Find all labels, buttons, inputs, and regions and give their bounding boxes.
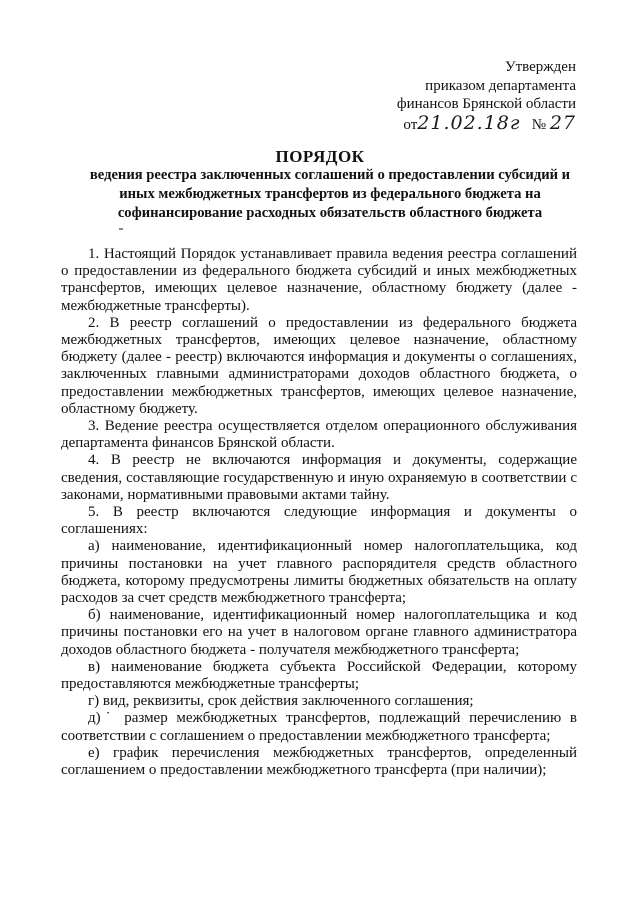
paragraph [61, 710, 577, 744]
paragraph-line: в) наименование бюджета субъекта Российской Федерации, которому [88, 658, 577, 675]
paragraph-line: о предоставлении из федерального бюджета субсидий и иных межбюджетных [61, 263, 577, 280]
document-subtitle [40, 166, 620, 223]
handwritten-date: 21.02.18г [417, 111, 521, 134]
scan-speck [119, 228, 123, 230]
paragraph [61, 693, 577, 710]
document-title: ПОРЯДОК [275, 147, 365, 166]
approval-date-line [397, 111, 576, 135]
paragraph-line: 5. В реестр включаются следующие информация и документы о [88, 504, 577, 521]
subtitle-line: иных межбюджетных трансфертов из федерального бюджета на [119, 186, 541, 202]
paragraph-line: трансфертов, имеющих целевое назначение, областному бюджету (далее - [61, 280, 577, 297]
paragraph-line: 4. В реестр не включаются информация и документы, содержащие [88, 452, 577, 469]
handwritten-number: 27 [549, 111, 576, 134]
number-label: № [531, 116, 547, 133]
paragraph [61, 246, 577, 315]
paragraph-line: предоставляются межбюджетные трансферты; [61, 676, 360, 693]
paragraph-line: 1. Настоящий Порядок устанавливает правила ведения реестра соглашений [88, 246, 577, 262]
approval-block [397, 58, 576, 134]
subtitle-line: софинансирование расходных обязательств областного бюджета [117, 205, 543, 221]
approval-line: приказом департамента [425, 77, 576, 94]
paragraph-line: расходов за счет средств межбюджетного трансферта; [61, 590, 407, 607]
paragraph-line: заключенных главными администраторами доходов областного бюджета, о [61, 366, 577, 383]
paragraph-line: б) наименование, идентификационный номер налогоплательщика и код [88, 607, 577, 624]
paragraph-line: межбюджетных трансфертов, имеющих целевое назначение, областному [61, 332, 577, 349]
paragraph-line: соглашениях: [61, 521, 148, 538]
paragraph-line: г) вид, реквизиты, срок действия заключенного соглашения; [88, 693, 474, 710]
approval-line: Утвержден [504, 59, 576, 75]
subtitle-line: ведения реестра заключенных соглашений о предоставлении субсидий и [89, 167, 571, 183]
paragraph-line: д)˙ размер межбюджетных трансфертов, подлежащий перечислению в [88, 710, 577, 727]
paragraph-line: департамента финансов Брянской области. [61, 435, 335, 452]
paragraph-line: 3. Ведение реестра осуществляется отделом операционного обслуживания [88, 418, 577, 435]
paragraph [61, 452, 577, 504]
paragraph-line: бюджету (далее - реестр) включаются информация и документы о соглашениях, [61, 349, 577, 366]
paragraph [61, 315, 577, 418]
date-prefix: от [403, 116, 418, 133]
approval-line: финансов Брянской области [396, 96, 576, 112]
paragraph-line: е) график перечисления межбюджетных трансфертов, определенный [88, 744, 577, 761]
paragraph-line: причины постановки на учет главного распорядителя средств областного [61, 555, 577, 572]
paragraph-line: бюджета, которому предусмотрены лимиты бюджетных обязательств на оплату [61, 572, 577, 589]
paragraph [61, 504, 577, 538]
paragraph-line: 2. В реестр соглашений о предоставлении из федерального бюджета [88, 314, 577, 331]
paragraph [61, 538, 577, 607]
paragraph-line: доходов областного бюджета - получателя межбюджетного трансферта; [61, 641, 520, 658]
paragraph [61, 659, 577, 693]
paragraph-line: сведения, составляющие государственную и иную охраняемую в соответствии с [61, 469, 577, 486]
paragraph [61, 745, 577, 779]
paragraph-line: причины постановки его на учет в налоговом органе главного администратора [61, 624, 577, 641]
document-body [61, 246, 577, 779]
paragraph-line: предоставлении межбюджетных трансфертов, имеющих целевое назначение, [61, 383, 577, 400]
paragraph-line: соответствии с соглашением о предоставлении межбюджетного трансферта; [61, 727, 551, 744]
paragraph-line: областному бюджету. [61, 400, 198, 417]
paragraph-line: законами, нормативными правовыми актами тайну. [61, 486, 390, 503]
paragraph-line: а) наименование, идентификационный номер налогоплательщика, код [88, 538, 577, 555]
paragraph [61, 607, 577, 659]
paragraph [61, 418, 577, 452]
paragraph-line: межбюджетные трансферты). [61, 297, 250, 314]
paragraph-line: соглашением о предоставлении межбюджетного трансферта (при наличии); [61, 762, 547, 779]
